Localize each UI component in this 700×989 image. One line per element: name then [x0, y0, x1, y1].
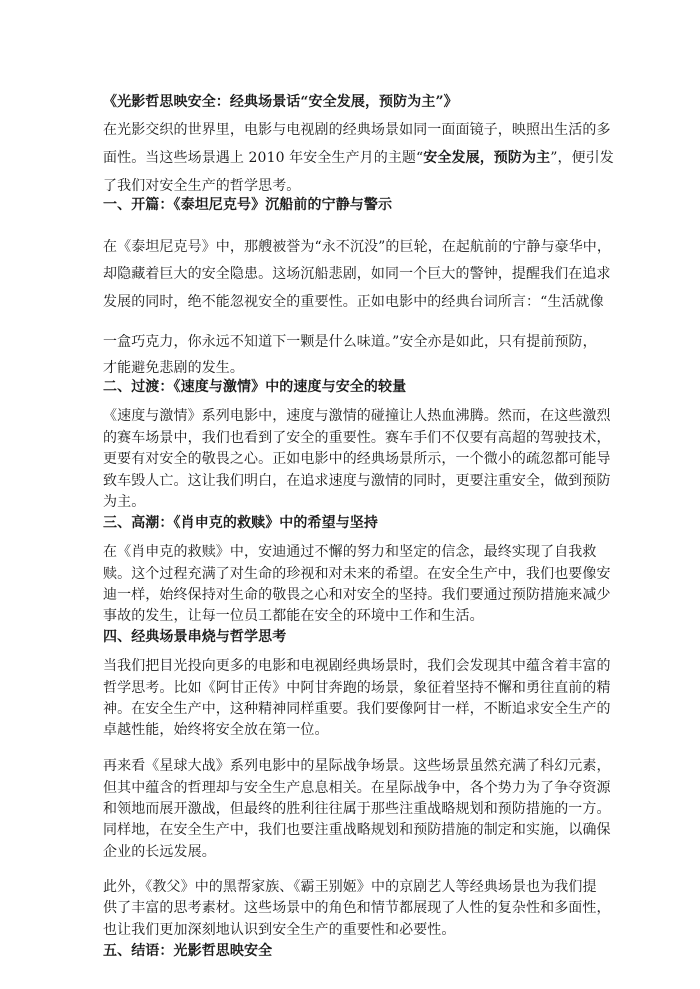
section-3-line: 赎。这个过程充满了对生命的珍视和对未来的希望。在安全生产中，我们也要像安 — [103, 566, 611, 582]
intro-line-2-tail: ”，便引发 — [550, 150, 614, 166]
section-1-line: 才能避免悲剧的发生。 — [103, 360, 244, 376]
section-5-heading: 五、结语：光影哲思映安全 — [103, 943, 273, 959]
section-4-paragraph-3-line: 供了丰富的思考素材。这些场景中的角色和情节都展现了人性的复杂性和多面性， — [103, 900, 611, 916]
section-1-line: 却隐藏着巨大的安全隐患。这场沉船悲剧，如同一个巨大的警钟，提醒我们在追求 — [103, 266, 611, 282]
section-3-heading: 三、高潮：《肖申克的救赎》中的希望与坚持 — [103, 515, 378, 531]
section-4-paragraph-1-line: 神。在安全生产中，这种精神同样重要。我们要像阿甘一样，不断追求安全生产的 — [103, 701, 611, 717]
section-3-line: 事故的发生，让每一位员工都能在安全的环境中工作和生活。 — [103, 608, 484, 624]
section-4-paragraph-3-line: 也让我们更加深刻地认识到安全生产的重要性和必要性。 — [103, 922, 456, 938]
section-2-line: 的赛车场景中，我们也看到了安全的重要性。赛车手们不仅要有高超的驾驶技术， — [103, 430, 611, 446]
document-title: 《光影哲思映安全：经典场景话“安全发展，预防为主”》 — [103, 94, 458, 110]
intro-theme-highlight: 安全发展，预防为主 — [423, 150, 551, 166]
section-1-heading: 一、开篇：《泰坦尼克号》沉船前的宁静与警示 — [103, 197, 393, 213]
section-3-line: 迪一样，始终保持对生命的敬畏之心和对安全的坚持。我们要通过预防措施来减少 — [103, 587, 611, 603]
section-4-paragraph-1-line: 当我们把目光投向更多的电影和电视剧经典场景时，我们会发现其中蕴含着丰富的 — [103, 658, 611, 674]
section-3-line: 在《肖申克的救赎》中，安迪通过不懈的努力和坚定的信念，最终实现了自我救 — [103, 544, 597, 560]
intro-line-2-text: 面性。当这些场景遇上 2010 年安全生产月的主题“ — [103, 150, 424, 166]
section-4-paragraph-2-line: 但其中蕴含的哲理却与安全生产息息相关。在星际战争中，各个势力为了争夺资源 — [103, 780, 611, 796]
section-2-line: 更要有对安全的敬畏之心。正如电影中的经典场景所示，一个微小的疏忽都可能导 — [103, 451, 611, 467]
section-2-line: 为主。 — [103, 494, 146, 510]
section-4-paragraph-2-line: 和领地而展开激战，但最终的胜利往往属于那些注重战略规划和预防措施的一方。 — [103, 801, 611, 817]
section-1-line: 发展的同时，绝不能忽视安全的重要性。正如电影中的经典台词所言：“生活就像 — [103, 294, 604, 310]
section-4-heading: 四、经典场景串烧与哲学思考 — [103, 629, 287, 645]
section-2-line: 《速度与激情》系列电影中，速度与激情的碰撞让人热血沸腾。然而，在这些激烈 — [103, 408, 611, 424]
section-2-line: 致车毁人亡。这让我们明白，在追求速度与激情的同时，更要注重安全，做到预防 — [103, 473, 611, 489]
intro-line-1: 在光影交织的世界里，电影与电视剧的经典场景如同一面面镜子，映照出生活的多 — [103, 122, 611, 138]
section-4-paragraph-3-line: 此外，《教父》中的黑帮家族、《霸王别姬》中的京剧艺人等经典场景也为我们提 — [103, 879, 597, 895]
section-2-heading: 二、过渡：《速度与激情》中的速度与安全的较量 — [103, 379, 407, 395]
section-4-paragraph-1-line: 卓越性能，始终将安全放在第一位。 — [103, 722, 329, 738]
section-1-line: 一盒巧克力，你永远不知道下一颗是什么味道。”安全亦是如此，只有提前预防， — [103, 334, 597, 350]
section-4-paragraph-2-line: 同样地，在安全生产中，我们也要注重战略规划和预防措施的制定和实施，以确保 — [103, 822, 611, 838]
section-4-paragraph-2-line: 再来看《星球大战》系列电影中的星际战争场景。这些场景虽然充满了科幻元素， — [103, 758, 611, 774]
intro-line-2 — [103, 148, 614, 168]
section-4-paragraph-2-line: 企业的长远发展。 — [103, 844, 216, 860]
section-1-line: 在《泰坦尼克号》中，那艘被誉为“永不沉没”的巨轮，在起航前的宁静与豪华中， — [103, 239, 612, 255]
intro-line-3: 了我们对安全生产的哲学思考。 — [103, 178, 301, 194]
section-4-paragraph-1-line: 哲学思考。比如《阿甘正传》中阿甘奔跑的场景，象征着坚持不懈和勇往直前的精 — [103, 680, 611, 696]
